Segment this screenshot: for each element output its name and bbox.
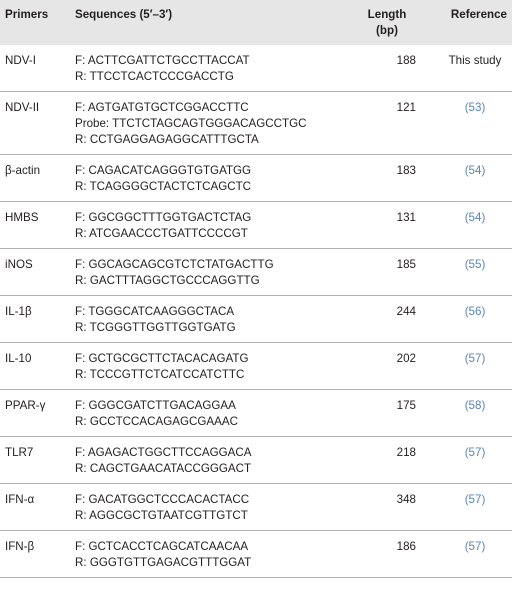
sequence-line: F: GGCAGCAGCGTCTCTATGACTTG [75,258,274,271]
primer-name: iNOS [0,249,71,296]
length-value: 202 [348,343,428,390]
sequence-line: F: CAGACATCAGGGTGTGATGG [75,164,252,177]
reference-cell [428,45,512,92]
reference-cell [428,343,512,390]
table-row [0,45,512,92]
reference-cell [428,531,512,578]
table-row [0,390,512,437]
reference-cell [428,92,512,155]
primer-name: IL-10 [0,343,71,390]
length-value: 183 [348,155,428,202]
primer-name: IL-1β [0,296,71,343]
reference-link[interactable]: (56) [464,305,486,318]
table-header [0,0,512,45]
sequence-line: F: TGGGCATCAAGGGCTACA [75,305,235,318]
sequence-cell [71,484,348,531]
sequence-line: F: AGTGATGTGCTCGGACCTTC [75,101,249,114]
table-row [0,343,512,390]
reference-link[interactable]: (55) [464,258,486,271]
sequence-line: R: GGGTGTTGAGACGTTTGGAT [75,556,252,569]
primer-name: IFN-α [0,484,71,531]
sequence-line: R: TCAGGGGCTACTCTCAGCTC [75,180,252,193]
reference-cell [428,437,512,484]
sequence-line: F: ACTTCGATTCTGCCTTACCAT [75,54,250,67]
sequence-line: R: TCGGGTTGGTTGGTGATG [75,321,236,334]
sequence-line: R: GACTTTAGGCTGCCCAGGTTG [75,274,260,287]
sequence-cell [71,343,348,390]
sequence-cell [71,202,348,249]
table-row [0,484,512,531]
table-row [0,92,512,155]
sequence-line: R: CAGCTGAACATACCGGGACT [75,462,252,475]
sequence-cell [71,437,348,484]
sequence-line: R: TTCCTCACTCCCGACCTG [75,70,234,83]
header-length-line1: Length [367,8,407,21]
primer-name: NDV-II [0,92,71,155]
reference-link[interactable]: (54) [464,164,486,177]
header-sequences: Sequences (5′–3′) [75,8,173,21]
primer-name: TLR7 [0,437,71,484]
sequence-line: R: GCCTCCACAGAGCGAAAC [75,415,238,428]
sequence-line: R: AGGCGCTGTAATCGTTGTCT [75,509,248,522]
reference-cell [428,202,512,249]
sequence-cell [71,249,348,296]
header-length [348,0,428,45]
reference-link[interactable]: (54) [464,211,486,224]
sequence-line: F: GCTGCGCTTCTACACAGATG [75,352,249,365]
reference-link[interactable]: (57) [464,540,486,553]
reference-cell [428,296,512,343]
primer-name: IFN-β [0,531,71,578]
reference-link[interactable]: (57) [464,493,486,506]
length-value: 218 [348,437,428,484]
sequence-cell [71,92,348,155]
header-row [0,0,512,45]
length-value: 188 [396,54,416,67]
reference-link[interactable]: (53) [464,101,486,114]
table-row [0,531,512,578]
header-primers: Primers [5,8,49,21]
sequence-cell [71,531,348,578]
primer-name: HMBS [0,202,71,249]
sequence-line: Probe: TTCTCTAGCAGTGGGACAGCCTGC [75,117,307,130]
primer-name: β-actin [0,155,71,202]
sequence-cell [71,155,348,202]
reference-link[interactable]: (57) [464,352,486,365]
header-reference: Reference [450,8,507,21]
sequence-line: R: TCCCGTTCTCATCCATCTTC [75,368,245,381]
table-body [0,45,512,578]
sequence-cell [71,45,348,92]
sequence-line: F: GGCGGCTTTGGTGACTCTAG [75,211,252,224]
length-value: 121 [348,92,428,155]
reference-cell [428,390,512,437]
length-value: 348 [348,484,428,531]
reference-text: This study [448,54,502,67]
table-row [0,155,512,202]
sequence-cell [71,390,348,437]
reference-cell [428,249,512,296]
primer-name: PPAR-γ [0,390,71,437]
sequence-line: F: AGAGACTGGCTTCCAGGACA [75,446,252,459]
length-value: 131 [348,202,428,249]
reference-link[interactable]: (58) [464,399,486,412]
table-row [0,249,512,296]
reference-cell [428,484,512,531]
sequence-line: F: GACATGGCTCCCACACTACC [75,493,250,506]
sequence-line: R: CCTGAGGAGAGGCATTTGCTA [75,133,259,146]
header-length-line2: (bp) [376,24,398,37]
length-value: 244 [348,296,428,343]
length-value: 175 [348,390,428,437]
length-value: 185 [348,249,428,296]
primer-name: NDV-I [5,54,36,67]
table-row [0,296,512,343]
table-row [0,202,512,249]
reference-cell [428,155,512,202]
sequence-line: F: GGGCGATCTTGACAGGAA [75,399,236,412]
sequence-line: F: GCTCACCTCAGCATCAACAA [75,540,249,553]
sequence-cell [71,296,348,343]
reference-link[interactable]: (57) [464,446,486,459]
table-row [0,437,512,484]
sequence-line: R: ATCGAACCCTGATTCCCCGT [75,227,248,240]
length-value: 186 [348,531,428,578]
